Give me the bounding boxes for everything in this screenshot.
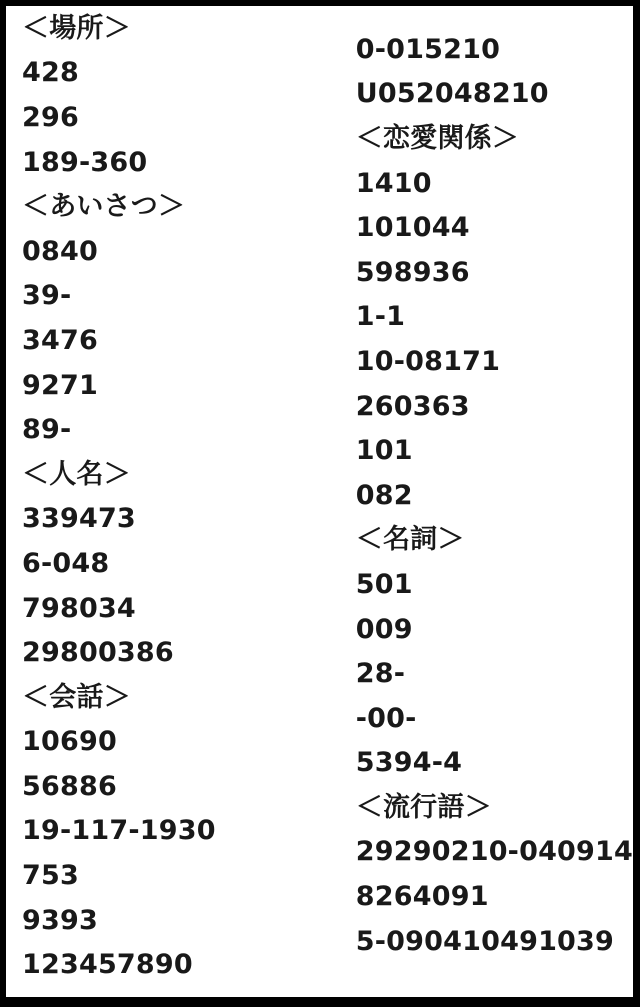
code-row: 5-090410491039 [355, 925, 615, 957]
code-row: 260363 [355, 390, 470, 422]
category-header: ＜恋愛関係＞ [355, 122, 519, 154]
code-row: 123457890 [22, 949, 193, 981]
code-row: 009 [355, 613, 413, 645]
code-row: 10690 [22, 726, 117, 758]
code-row: 89- [22, 414, 72, 446]
code-row: 3476 [22, 324, 98, 356]
code-row: 339473 [22, 503, 136, 535]
code-row: 8264091 [355, 881, 489, 913]
category-header: ＜名詞＞ [355, 524, 465, 556]
code-row: 29290210-040914 [355, 836, 633, 868]
code-row: 101044 [355, 212, 470, 244]
code-row: 9271 [22, 369, 98, 401]
code-row: 0-015210 [355, 33, 501, 65]
code-row: 28- [355, 658, 406, 690]
code-row: -00- [355, 702, 417, 734]
code-row: 598936 [355, 256, 470, 288]
code-row: 1-1 [355, 301, 406, 333]
category-header: ＜流行語＞ [355, 791, 492, 823]
left-column [6, 6, 340, 997]
category-header: ＜あいさつ＞ [22, 191, 186, 223]
category-header: ＜人名＞ [22, 458, 131, 490]
right-column [340, 6, 633, 997]
code-row: 9393 [22, 904, 98, 936]
code-row: 29800386 [22, 637, 174, 669]
code-row: U052048210 [355, 78, 549, 110]
code-row: 798034 [22, 592, 136, 624]
code-row: 0840 [22, 235, 98, 267]
code-row: 10-08171 [355, 345, 501, 377]
code-row: 501 [355, 568, 413, 600]
code-row: 753 [22, 860, 79, 892]
code-row: 296 [22, 101, 79, 133]
code-row: 082 [355, 479, 413, 511]
code-list [6, 6, 633, 997]
code-row: 5394-4 [355, 747, 463, 779]
code-row: 6-048 [22, 547, 110, 579]
code-row: 56886 [22, 770, 117, 802]
code-row: 189-360 [22, 146, 148, 178]
code-row: 39- [22, 280, 72, 312]
category-header: ＜場所＞ [22, 12, 131, 44]
code-row: 428 [22, 57, 79, 89]
code-row: 101 [355, 435, 413, 467]
code-row: 19-117-1930 [22, 815, 216, 847]
code-row: 1410 [355, 167, 432, 199]
category-header: ＜会話＞ [22, 681, 131, 713]
